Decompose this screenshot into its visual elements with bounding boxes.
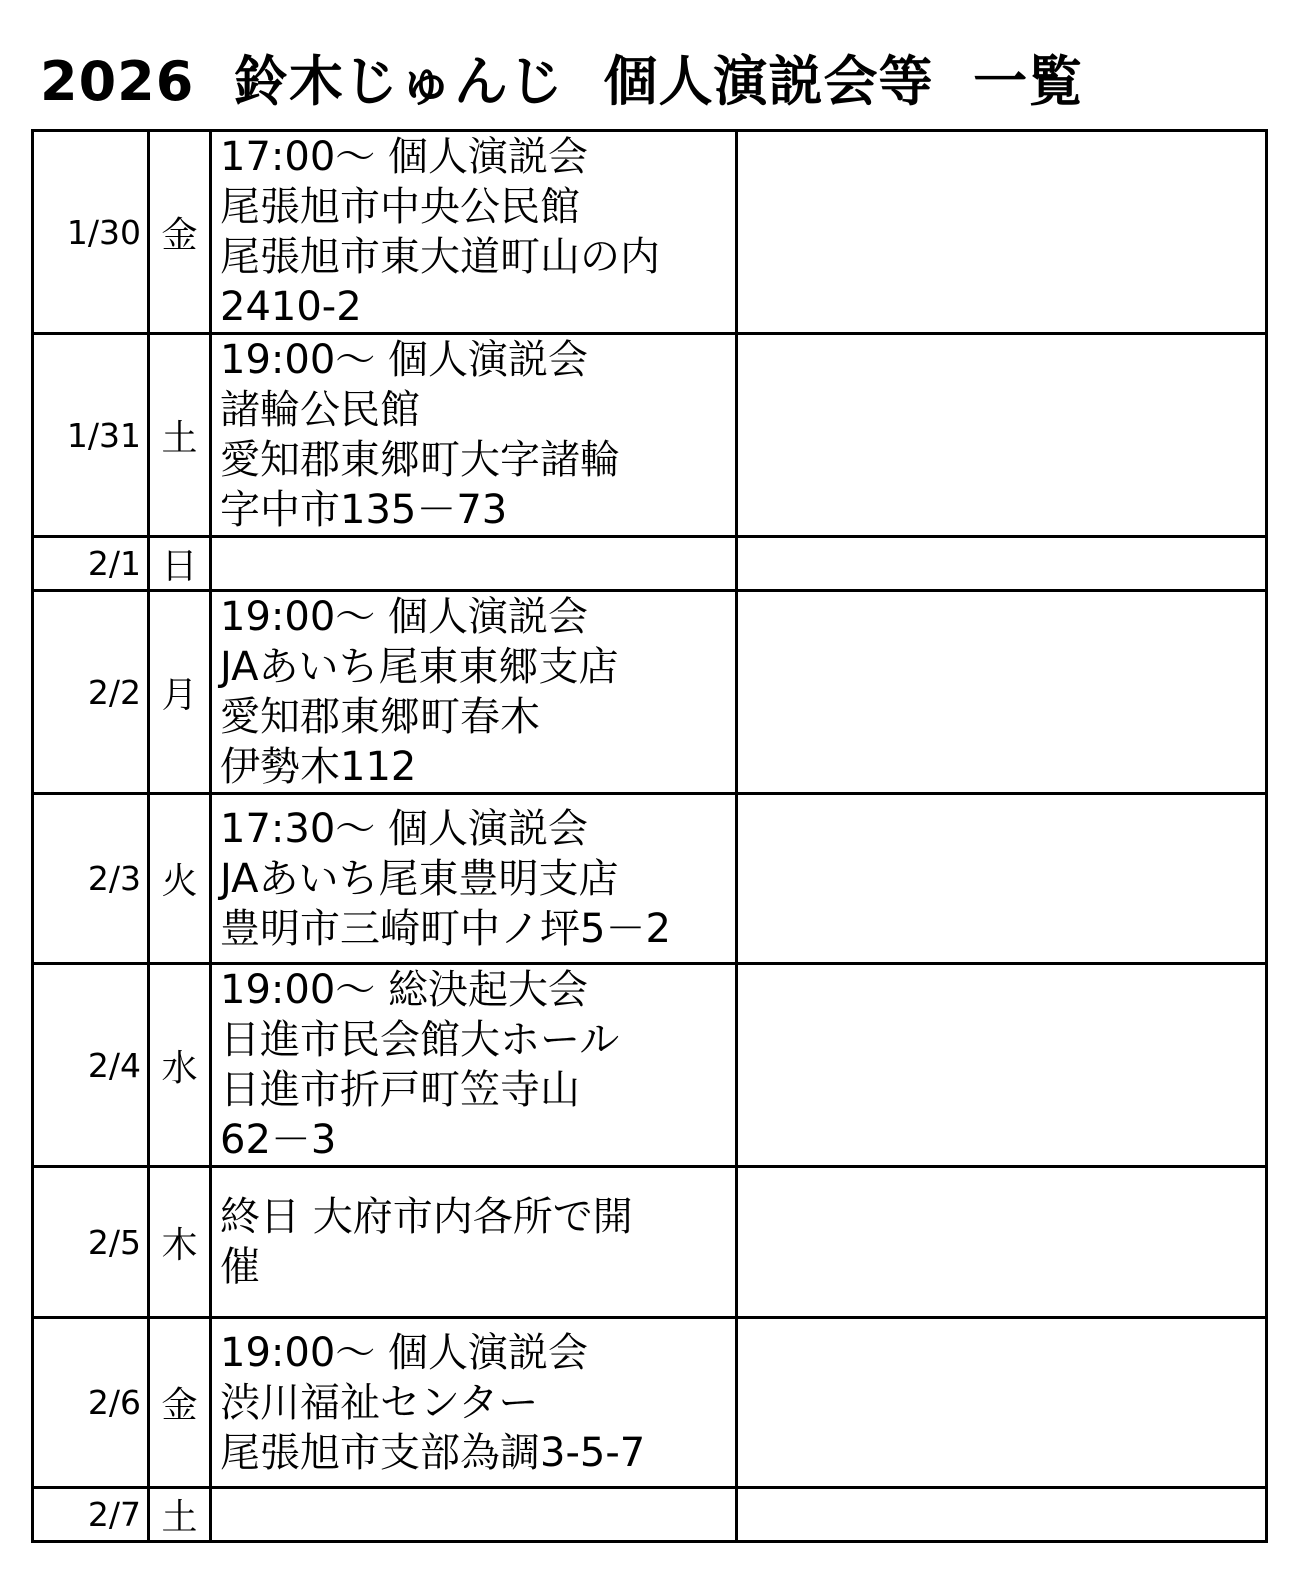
event-line: 17:00～ 個人演説会 (220, 134, 588, 180)
event-line: 催 (220, 1244, 260, 1290)
date-cell: 2/1 (33, 537, 149, 591)
event-cell (211, 537, 737, 591)
page-title: 2026 鈴木じゅんじ 個人演説会等 一覧 (40, 50, 1084, 113)
event-line: 2410-2 (220, 284, 362, 330)
note-cell (737, 1167, 1267, 1318)
note-cell (737, 964, 1267, 1167)
table-row (33, 1167, 1267, 1318)
event-cell (211, 964, 737, 1167)
event-line: 字中市135－73 (220, 487, 508, 533)
event-line: 伊勢木112 (220, 744, 417, 790)
table-row (33, 1318, 1267, 1488)
note-cell (737, 334, 1267, 537)
weekday-cell: 土 (149, 1488, 211, 1542)
date-cell: 1/30 (33, 131, 149, 334)
weekday-cell: 火 (149, 794, 211, 964)
event-cell (211, 1318, 737, 1488)
note-cell (737, 794, 1267, 964)
event-cell (211, 334, 737, 537)
event-line: 尾張旭市中央公民館 (220, 184, 580, 230)
note-cell (737, 591, 1267, 794)
schedule-table (31, 129, 1268, 1543)
date-cell: 2/3 (33, 794, 149, 964)
event-line: 諸輪公民館 (220, 387, 420, 433)
table-row (33, 131, 1267, 334)
table-row (33, 1488, 1267, 1542)
event-line: 愛知郡東郷町大字諸輪 (220, 437, 620, 483)
event-cell (211, 1488, 737, 1542)
table-row (33, 794, 1267, 964)
table-row (33, 334, 1267, 537)
event-cell (211, 1167, 737, 1318)
event-cell (211, 131, 737, 334)
event-line: 62－3 (220, 1117, 337, 1163)
note-cell (737, 131, 1267, 334)
event-line: 17:30～ 個人演説会 (220, 805, 588, 852)
event-line: 19:00～ 個人演説会 (220, 594, 588, 640)
date-cell: 2/4 (33, 964, 149, 1167)
note-cell (737, 537, 1267, 591)
date-cell: 2/7 (33, 1488, 149, 1542)
date-cell: 2/6 (33, 1318, 149, 1488)
weekday-cell: 日 (149, 537, 211, 591)
weekday-cell: 土 (149, 334, 211, 537)
event-line: 尾張旭市東大道町山の内 (220, 234, 660, 280)
date-cell: 1/31 (33, 334, 149, 537)
event-line: 日進市民会館大ホール (220, 1017, 620, 1063)
event-cell (211, 794, 737, 964)
table-row (33, 537, 1267, 591)
note-cell (737, 1318, 1267, 1488)
note-cell (737, 1488, 1267, 1542)
event-line: 19:00～ 総決起大会 (220, 967, 588, 1013)
date-cell: 2/2 (33, 591, 149, 794)
event-line: 日進市折戸町笠寺山 (220, 1067, 580, 1113)
event-line: 愛知郡東郷町春木 (220, 694, 540, 740)
table-row (33, 591, 1267, 794)
event-line: 19:00～ 個人演説会 (220, 1329, 588, 1376)
weekday-cell: 水 (149, 964, 211, 1167)
weekday-cell: 月 (149, 591, 211, 794)
event-line: 豊明市三崎町中ノ坪5－2 (220, 905, 671, 952)
table-row (33, 964, 1267, 1167)
event-line: JAあいち尾東豊明支店 (220, 855, 619, 902)
weekday-cell: 金 (149, 1318, 211, 1488)
date-cell: 2/5 (33, 1167, 149, 1318)
event-line: JAあいち尾東東郷支店 (220, 644, 619, 690)
event-line: 19:00～ 個人演説会 (220, 337, 588, 383)
event-line: 尾張旭市支部為調3-5-7 (220, 1429, 646, 1476)
weekday-cell: 木 (149, 1167, 211, 1318)
weekday-cell: 金 (149, 131, 211, 334)
event-cell (211, 591, 737, 794)
event-line: 終日 大府市内各所で開 (220, 1194, 633, 1240)
event-line: 渋川福祉センター (220, 1379, 539, 1426)
